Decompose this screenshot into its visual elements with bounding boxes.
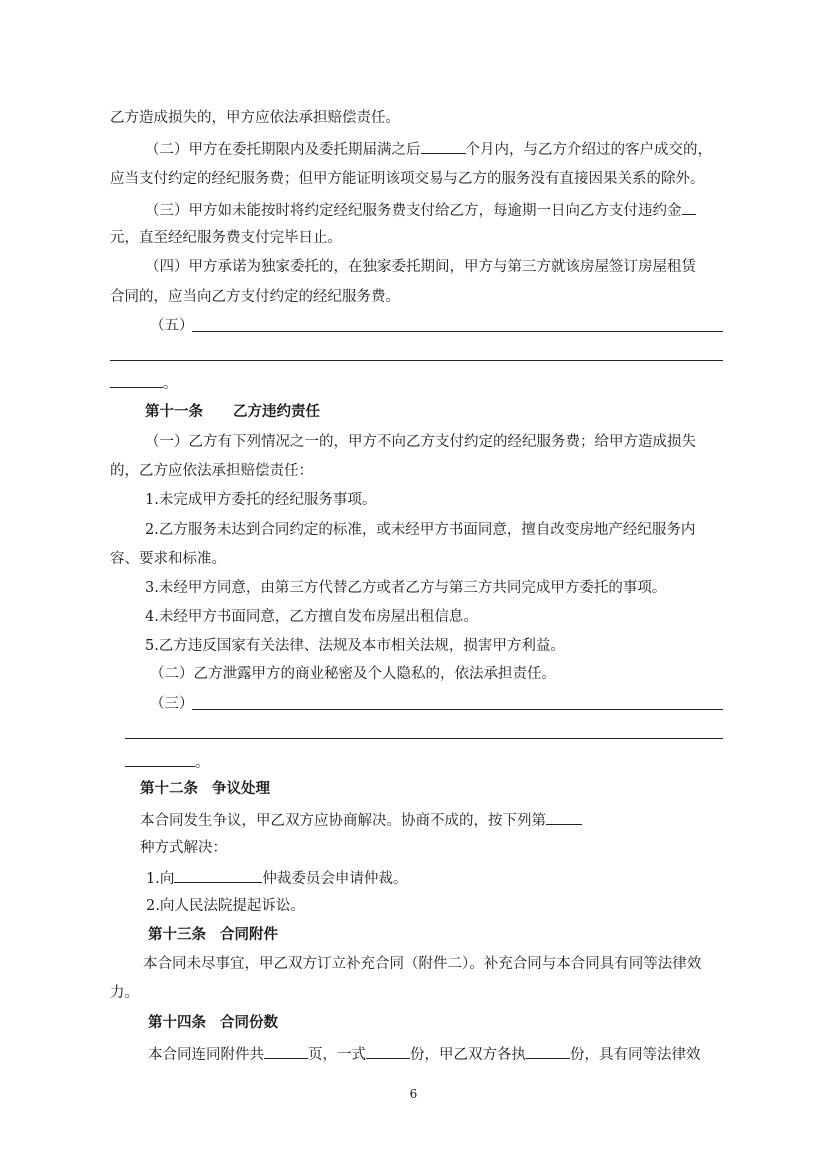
line-text: （五）: [150, 318, 194, 334]
line-text: 页，一式: [308, 1047, 366, 1063]
fill-line[interactable]: [125, 738, 723, 739]
text-line: [150, 664, 556, 684]
line-text: （四）甲方承诺为独家委托的，在独家委托期间，甲方与第三方就该房屋签订房屋租赁: [145, 259, 696, 275]
text-line: [145, 199, 696, 221]
line-text: 元，直至经纪服务费支付完毕日止。: [110, 230, 342, 246]
text-line: [110, 287, 400, 307]
text-line: [125, 751, 210, 773]
fill-blank[interactable]: [682, 199, 696, 215]
text-line: [140, 809, 582, 831]
text-line: [146, 896, 305, 916]
line-text: 应当支付约定的经纪服务费；但甲方能证明该项交易与乙方的服务没有直接因果关系的除外。: [110, 171, 705, 187]
line-text: 力。: [110, 985, 139, 1001]
article-12-heading: [140, 779, 270, 799]
fill-blank[interactable]: [526, 1043, 570, 1059]
text-line: [145, 636, 565, 656]
article-number: 第十三条: [148, 926, 206, 943]
line-text: 1.向: [146, 871, 175, 887]
line-text: （二）乙方泄露甲方的商业秘密及个人隐私的，依法承担责任。: [150, 666, 556, 682]
fill-blank[interactable]: [174, 867, 262, 883]
fill-line[interactable]: [110, 360, 723, 361]
line-text: 。: [163, 376, 178, 392]
fill-blank[interactable]: [421, 138, 466, 154]
text-line: [145, 432, 696, 452]
article-number: 第十四条: [148, 1014, 206, 1031]
line-text: 2.向人民法院提起诉讼。: [146, 898, 305, 914]
article-title: 争议处理: [212, 780, 270, 797]
line-text: 种方式解决：: [140, 840, 227, 856]
article-title: 乙方违约责任: [233, 403, 320, 420]
fill-blank[interactable]: [264, 1043, 308, 1059]
line-text: 份，甲乙双方各执: [410, 1047, 526, 1063]
article-number: 第十二条: [140, 780, 198, 797]
article-11-heading: [145, 402, 320, 422]
page-number: 6: [409, 1087, 418, 1101]
article-title: 合同附件: [220, 926, 278, 943]
text-line: [145, 138, 712, 160]
text-line: [110, 372, 178, 394]
text-line: [140, 838, 227, 858]
fill-blank[interactable]: [366, 1043, 410, 1059]
line-text: 。: [195, 755, 210, 771]
line-text: 5.乙方违反国家有关法律、法规及本市相关法规，损害甲方利益。: [145, 638, 565, 654]
line-text: 本合同连同附件共: [148, 1047, 264, 1063]
text-line: [145, 490, 376, 510]
line-text: 2.乙方服务未达到合同约定的标准，或未经甲方书面同意，擅自改变房地产经纪服务内: [145, 522, 696, 538]
text-line: [143, 954, 701, 974]
text-line: [110, 983, 139, 1003]
text-line: [110, 549, 226, 569]
line-text: 本合同未尽事宜，甲乙双方订立补充合同（附件二）。补充合同与本合同具有同等法律效: [143, 956, 702, 972]
text-line: [150, 316, 194, 336]
text-line: [110, 169, 705, 189]
article-title: 合同份数: [220, 1014, 278, 1031]
line-text: 容、要求和标准。: [110, 551, 226, 567]
fill-blank[interactable]: [125, 751, 195, 767]
line-text: 乙方造成损失的，甲方应依法承担赔偿责任。: [110, 110, 400, 126]
text-line: [110, 461, 313, 481]
article-13-heading: [148, 925, 278, 945]
line-text: （三）甲方如未能按时将约定经纪服务费支付给乙方，每逾期一日向乙方支付违约金: [145, 203, 682, 219]
line-text: 个月内，与乙方介绍过的客户成交的，: [465, 142, 712, 158]
article-14-heading: [148, 1013, 278, 1033]
fill-line[interactable]: [192, 709, 723, 710]
text-line: [110, 108, 400, 128]
text-line: [145, 520, 695, 540]
line-text: 合同的，应当向乙方支付约定的经纪服务费。: [110, 289, 400, 305]
text-line: [145, 257, 696, 277]
line-text: 仲裁委员会申请仲裁。: [262, 871, 408, 887]
line-text: （一）乙方有下列情况之一的，甲方不向乙方支付约定的经纪服务费；给甲方造成损失: [145, 434, 696, 450]
article-number: 第十一条: [145, 403, 203, 420]
text-line: [145, 578, 666, 598]
fill-line[interactable]: [192, 331, 723, 332]
text-line: [145, 607, 478, 627]
line-text: （二）甲方在委托期限内及委托期届满之后: [145, 142, 421, 158]
line-text: 1.未完成甲方委托的经纪服务事项。: [145, 492, 377, 508]
line-text: 本合同发生争议，甲乙双方应协商解决。协商不成的，按下列第: [140, 813, 546, 829]
line-text: 4.未经甲方书面同意，乙方擅自发布房屋出租信息。: [145, 609, 478, 625]
text-line: [110, 228, 342, 248]
text-line: [146, 867, 407, 889]
fill-blank[interactable]: [110, 372, 163, 388]
line-text: （三）: [150, 696, 194, 712]
line-text: 的，乙方应依法承担赔偿责任：: [110, 463, 313, 479]
line-text: 3.未经甲方同意，由第三方代替乙方或者乙方与第三方共同完成甲方委托的事项。: [145, 580, 667, 596]
line-text: 份，具有同等法律效: [570, 1047, 701, 1063]
fill-blank[interactable]: [546, 809, 582, 825]
text-line: [148, 1043, 701, 1065]
text-line: [150, 694, 194, 714]
